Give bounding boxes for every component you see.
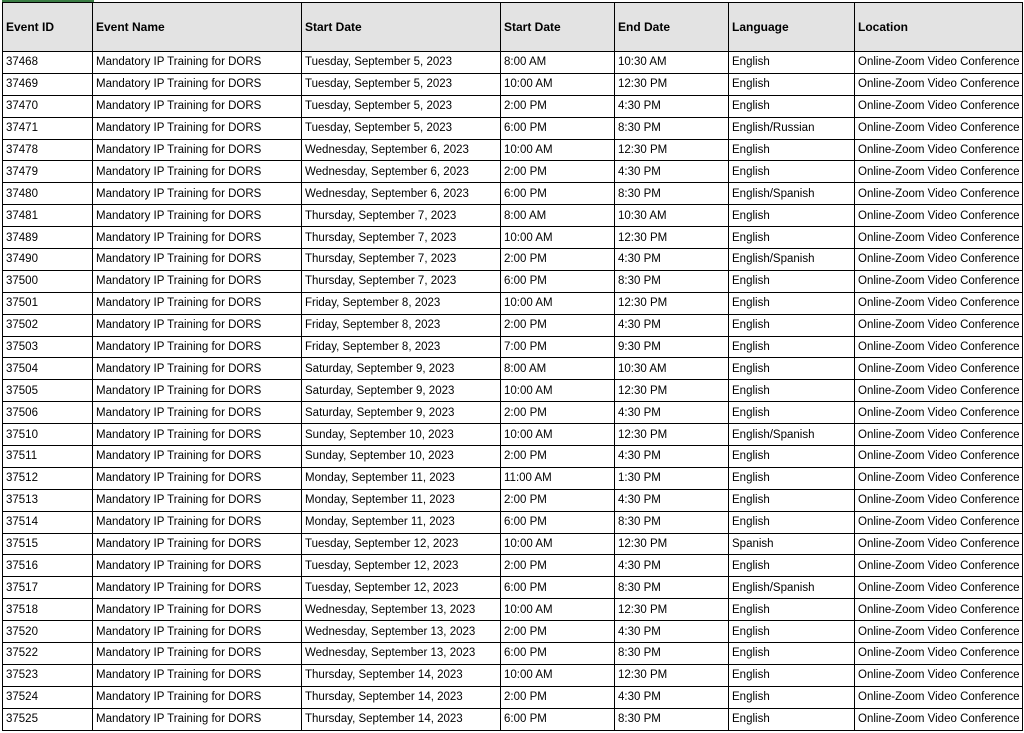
cell-end-date[interactable]: 4:30 PM [615,314,729,336]
cell-start-time[interactable]: 11:00 AM [501,467,615,489]
cell-end-date[interactable]: 4:30 PM [615,686,729,708]
cell-event-id[interactable]: 37523 [3,664,93,686]
cell-event-id[interactable]: 37517 [3,577,93,599]
cell-location[interactable]: Online-Zoom Video Conference [855,708,1023,730]
cell-start-date[interactable]: Tuesday, September 5, 2023 [302,73,501,95]
cell-start-time[interactable]: 6:00 PM [501,270,615,292]
cell-language[interactable]: English [729,314,855,336]
cell-event-name[interactable]: Mandatory IP Training for DORS [93,249,302,271]
column-header-end-date[interactable]: End Date [615,3,729,52]
cell-end-date[interactable]: 4:30 PM [615,161,729,183]
cell-end-date[interactable]: 4:30 PM [615,402,729,424]
cell-language[interactable]: English/Spanish [729,577,855,599]
cell-event-id[interactable]: 37490 [3,249,93,271]
cell-start-time[interactable]: 8:00 AM [501,52,615,74]
table-row [3,249,1023,271]
cell-end-date[interactable]: 9:30 PM [615,336,729,358]
cell-start-time[interactable]: 10:00 AM [501,227,615,249]
cell-start-date[interactable]: Thursday, September 14, 2023 [302,664,501,686]
column-header-event-id[interactable]: Event ID [3,3,93,52]
cell-language[interactable]: English [729,664,855,686]
cell-start-time[interactable]: 10:00 AM [501,599,615,621]
cell-event-id[interactable]: 37468 [3,52,93,74]
table-row [3,599,1023,621]
cell-location[interactable]: Online-Zoom Video Conference [855,643,1023,665]
cell-event-id[interactable]: 37503 [3,336,93,358]
cell-language[interactable]: English [729,161,855,183]
table-row [3,227,1023,249]
cell-event-name[interactable]: Mandatory IP Training for DORS [93,139,302,161]
cell-event-name[interactable]: Mandatory IP Training for DORS [93,555,302,577]
cell-start-date[interactable]: Thursday, September 7, 2023 [302,249,501,271]
cell-start-time[interactable]: 6:00 PM [501,183,615,205]
column-header-location[interactable]: Location [855,3,1023,52]
cell-event-id[interactable]: 37511 [3,446,93,468]
table-row [3,380,1023,402]
cell-location[interactable]: Online-Zoom Video Conference [855,380,1023,402]
cell-location[interactable]: Online-Zoom Video Conference [855,511,1023,533]
cell-end-date[interactable]: 10:30 AM [615,52,729,74]
cell-event-name[interactable]: Mandatory IP Training for DORS [93,446,302,468]
cell-event-name[interactable]: Mandatory IP Training for DORS [93,52,302,74]
cell-location[interactable]: Online-Zoom Video Conference [855,161,1023,183]
cell-event-id[interactable]: 37514 [3,511,93,533]
table-row [3,95,1023,117]
cell-event-name[interactable]: Mandatory IP Training for DORS [93,292,302,314]
cell-start-date[interactable]: Saturday, September 9, 2023 [302,380,501,402]
cell-language[interactable]: English [729,621,855,643]
table-row [3,117,1023,139]
event-table [2,2,1023,731]
cell-start-date[interactable]: Thursday, September 7, 2023 [302,227,501,249]
cell-start-time[interactable]: 6:00 PM [501,511,615,533]
cell-event-id[interactable]: 37505 [3,380,93,402]
cell-language[interactable]: English [729,511,855,533]
cell-start-time[interactable]: 2:00 PM [501,95,615,117]
table-row [3,314,1023,336]
cell-event-id[interactable]: 37479 [3,161,93,183]
table-row [3,139,1023,161]
cell-end-date[interactable]: 10:30 AM [615,205,729,227]
cell-start-date[interactable]: Wednesday, September 6, 2023 [302,139,501,161]
cell-event-name[interactable]: Mandatory IP Training for DORS [93,161,302,183]
cell-start-time[interactable]: 10:00 AM [501,73,615,95]
cell-end-date[interactable]: 8:30 PM [615,183,729,205]
cell-event-name[interactable]: Mandatory IP Training for DORS [93,270,302,292]
cell-start-time[interactable]: 10:00 AM [501,664,615,686]
cell-location[interactable]: Online-Zoom Video Conference [855,446,1023,468]
cell-start-time[interactable]: 2:00 PM [501,314,615,336]
cell-start-time[interactable]: 10:00 AM [501,424,615,446]
cell-start-date[interactable]: Monday, September 11, 2023 [302,489,501,511]
table-row [3,511,1023,533]
cell-event-name[interactable]: Mandatory IP Training for DORS [93,664,302,686]
cell-end-date[interactable]: 12:30 PM [615,599,729,621]
cell-location[interactable]: Online-Zoom Video Conference [855,292,1023,314]
cell-end-date[interactable]: 8:30 PM [615,117,729,139]
cell-location[interactable]: Online-Zoom Video Conference [855,270,1023,292]
cell-start-time[interactable]: 6:00 PM [501,117,615,139]
cell-end-date[interactable]: 12:30 PM [615,380,729,402]
cell-end-date[interactable]: 12:30 PM [615,664,729,686]
table-row [3,686,1023,708]
cell-event-id[interactable]: 37520 [3,621,93,643]
table-row [3,643,1023,665]
cell-location[interactable]: Online-Zoom Video Conference [855,664,1023,686]
cell-location[interactable]: Online-Zoom Video Conference [855,467,1023,489]
cell-language[interactable]: English [729,599,855,621]
table-row [3,533,1023,555]
cell-event-id[interactable]: 37504 [3,358,93,380]
cell-start-date[interactable]: Friday, September 8, 2023 [302,292,501,314]
cell-end-date[interactable]: 4:30 PM [615,621,729,643]
cell-start-time[interactable]: 6:00 PM [501,643,615,665]
cell-start-date[interactable]: Saturday, September 9, 2023 [302,402,501,424]
cell-start-date[interactable]: Tuesday, September 12, 2023 [302,577,501,599]
table-row [3,467,1023,489]
cell-language[interactable]: English [729,380,855,402]
cell-event-id[interactable]: 37518 [3,599,93,621]
cell-start-date[interactable]: Monday, September 11, 2023 [302,511,501,533]
cell-end-date[interactable]: 4:30 PM [615,95,729,117]
cell-location[interactable]: Online-Zoom Video Conference [855,686,1023,708]
cell-start-date[interactable]: Thursday, September 7, 2023 [302,270,501,292]
cell-language[interactable]: English [729,555,855,577]
cell-location[interactable]: Online-Zoom Video Conference [855,249,1023,271]
cell-start-date[interactable]: Monday, September 11, 2023 [302,467,501,489]
cell-location[interactable]: Online-Zoom Video Conference [855,117,1023,139]
cell-end-date[interactable]: 8:30 PM [615,577,729,599]
cell-end-date[interactable]: 4:30 PM [615,489,729,511]
cell-event-id[interactable]: 37469 [3,73,93,95]
cell-start-time[interactable]: 2:00 PM [501,686,615,708]
cell-event-id[interactable]: 37515 [3,533,93,555]
cell-language[interactable]: English [729,73,855,95]
cell-event-id[interactable]: 37489 [3,227,93,249]
cell-start-date[interactable]: Tuesday, September 5, 2023 [302,95,501,117]
cell-event-id[interactable]: 37513 [3,489,93,511]
cell-start-date[interactable]: Saturday, September 9, 2023 [302,358,501,380]
table-row [3,424,1023,446]
cell-start-date[interactable]: Wednesday, September 6, 2023 [302,161,501,183]
cell-event-name[interactable]: Mandatory IP Training for DORS [93,380,302,402]
table-row [3,402,1023,424]
cell-event-id[interactable]: 37524 [3,686,93,708]
cell-start-time[interactable]: 10:00 AM [501,292,615,314]
column-header-event-name[interactable]: Event Name [93,3,302,52]
cell-location[interactable]: Online-Zoom Video Conference [855,95,1023,117]
cell-language[interactable]: English [729,139,855,161]
cell-start-time[interactable]: 10:00 AM [501,380,615,402]
cell-language[interactable]: English [729,227,855,249]
table-body [3,52,1023,731]
cell-event-name[interactable]: Mandatory IP Training for DORS [93,577,302,599]
cell-end-date[interactable]: 8:30 PM [615,270,729,292]
cell-end-date[interactable]: 12:30 PM [615,139,729,161]
cell-event-id[interactable]: 37478 [3,139,93,161]
cell-language[interactable]: English [729,336,855,358]
cell-event-id[interactable]: 37470 [3,95,93,117]
cell-location[interactable]: Online-Zoom Video Conference [855,621,1023,643]
cell-end-date[interactable]: 8:30 PM [615,511,729,533]
column-header-language[interactable]: Language [729,3,855,52]
cell-event-id[interactable]: 37516 [3,555,93,577]
table-row [3,446,1023,468]
cell-event-name[interactable]: Mandatory IP Training for DORS [93,467,302,489]
cell-start-date[interactable]: Wednesday, September 6, 2023 [302,183,501,205]
cell-event-name[interactable]: Mandatory IP Training for DORS [93,73,302,95]
cell-language[interactable]: English [729,446,855,468]
cell-language[interactable]: Spanish [729,533,855,555]
cell-event-id[interactable]: 37506 [3,402,93,424]
column-header-start-date[interactable]: Start Date [302,3,501,52]
cell-start-date[interactable]: Tuesday, September 12, 2023 [302,555,501,577]
cell-location[interactable]: Online-Zoom Video Conference [855,139,1023,161]
cell-event-name[interactable]: Mandatory IP Training for DORS [93,621,302,643]
cell-start-date[interactable]: Sunday, September 10, 2023 [302,446,501,468]
table-row [3,336,1023,358]
cell-start-time[interactable]: 6:00 PM [501,708,615,730]
cell-language[interactable]: English [729,686,855,708]
cell-language[interactable]: English [729,358,855,380]
cell-start-date[interactable]: Tuesday, September 5, 2023 [302,117,501,139]
cell-event-name[interactable]: Mandatory IP Training for DORS [93,95,302,117]
cell-start-date[interactable]: Sunday, September 10, 2023 [302,424,501,446]
cell-location[interactable]: Online-Zoom Video Conference [855,73,1023,95]
cell-start-time[interactable]: 2:00 PM [501,555,615,577]
cell-event-name[interactable]: Mandatory IP Training for DORS [93,708,302,730]
cell-event-name[interactable]: Mandatory IP Training for DORS [93,424,302,446]
cell-event-id[interactable]: 37525 [3,708,93,730]
cell-start-time[interactable]: 10:00 AM [501,533,615,555]
cell-start-time[interactable]: 10:00 AM [501,139,615,161]
cell-event-name[interactable]: Mandatory IP Training for DORS [93,227,302,249]
cell-location[interactable]: Online-Zoom Video Conference [855,533,1023,555]
cell-end-date[interactable]: 12:30 PM [615,292,729,314]
cell-event-id[interactable]: 37471 [3,117,93,139]
cell-end-date[interactable]: 8:30 PM [615,643,729,665]
cell-language[interactable]: English [729,467,855,489]
cell-language[interactable]: English [729,402,855,424]
cell-event-name[interactable]: Mandatory IP Training for DORS [93,489,302,511]
cell-start-time[interactable]: 2:00 PM [501,489,615,511]
cell-location[interactable]: Online-Zoom Video Conference [855,205,1023,227]
cell-end-date[interactable]: 10:30 AM [615,358,729,380]
cell-start-date[interactable]: Friday, September 8, 2023 [302,336,501,358]
cell-language[interactable]: English [729,643,855,665]
cell-location[interactable]: Online-Zoom Video Conference [855,402,1023,424]
table-row [3,161,1023,183]
cell-event-id[interactable]: 37512 [3,467,93,489]
cell-event-id[interactable]: 37500 [3,270,93,292]
cell-event-id[interactable]: 37480 [3,183,93,205]
cell-event-id[interactable]: 37522 [3,643,93,665]
cell-event-name[interactable]: Mandatory IP Training for DORS [93,183,302,205]
cell-start-time[interactable]: 8:00 AM [501,358,615,380]
cell-end-date[interactable]: 4:30 PM [615,555,729,577]
table-row [3,205,1023,227]
cell-language[interactable]: English [729,205,855,227]
cell-start-time[interactable]: 2:00 PM [501,621,615,643]
cell-location[interactable]: Online-Zoom Video Conference [855,183,1023,205]
cell-location[interactable]: Online-Zoom Video Conference [855,577,1023,599]
cell-location[interactable]: Online-Zoom Video Conference [855,555,1023,577]
cell-event-id[interactable]: 37481 [3,205,93,227]
cell-start-date[interactable]: Friday, September 8, 2023 [302,314,501,336]
cell-language[interactable]: English [729,52,855,74]
cell-location[interactable]: Online-Zoom Video Conference [855,227,1023,249]
cell-event-name[interactable]: Mandatory IP Training for DORS [93,336,302,358]
cell-end-date[interactable]: 12:30 PM [615,424,729,446]
cell-language[interactable]: English/Spanish [729,249,855,271]
cell-language[interactable]: English [729,292,855,314]
cell-location[interactable]: Online-Zoom Video Conference [855,314,1023,336]
cell-language[interactable]: English/Spanish [729,424,855,446]
cell-start-time[interactable]: 2:00 PM [501,249,615,271]
header-row [3,3,1023,52]
cell-start-date[interactable]: Tuesday, September 12, 2023 [302,533,501,555]
cell-start-date[interactable]: Tuesday, September 5, 2023 [302,52,501,74]
cell-event-name[interactable]: Mandatory IP Training for DORS [93,117,302,139]
cell-start-time[interactable]: 2:00 PM [501,161,615,183]
spreadsheet [2,2,1022,731]
cell-start-date[interactable]: Wednesday, September 13, 2023 [302,643,501,665]
table-row [3,489,1023,511]
cell-location[interactable]: Online-Zoom Video Conference [855,336,1023,358]
cell-event-name[interactable]: Mandatory IP Training for DORS [93,686,302,708]
cell-language[interactable]: English [729,489,855,511]
cell-language[interactable]: English [729,708,855,730]
cell-event-id[interactable]: 37502 [3,314,93,336]
table-row [3,52,1023,74]
column-header-start-time[interactable]: Start Date [501,3,615,52]
cell-event-name[interactable]: Mandatory IP Training for DORS [93,599,302,621]
cell-event-name[interactable]: Mandatory IP Training for DORS [93,205,302,227]
cell-end-date[interactable]: 12:30 PM [615,227,729,249]
cell-start-time[interactable]: 2:00 PM [501,446,615,468]
table-row [3,555,1023,577]
cell-start-date[interactable]: Thursday, September 14, 2023 [302,708,501,730]
cell-start-time[interactable]: 7:00 PM [501,336,615,358]
cell-end-date[interactable]: 12:30 PM [615,533,729,555]
cell-language[interactable]: English [729,95,855,117]
table-row [3,292,1023,314]
cell-event-name[interactable]: Mandatory IP Training for DORS [93,511,302,533]
cell-start-time[interactable]: 6:00 PM [501,577,615,599]
cell-event-id[interactable]: 37510 [3,424,93,446]
cell-location[interactable]: Online-Zoom Video Conference [855,489,1023,511]
cell-event-name[interactable]: Mandatory IP Training for DORS [93,643,302,665]
cell-event-name[interactable]: Mandatory IP Training for DORS [93,314,302,336]
table-row [3,577,1023,599]
table-row [3,621,1023,643]
cell-event-id[interactable]: 37501 [3,292,93,314]
cell-location[interactable]: Online-Zoom Video Conference [855,599,1023,621]
cell-end-date[interactable]: 4:30 PM [615,446,729,468]
cell-end-date[interactable]: 12:30 PM [615,73,729,95]
cell-location[interactable]: Online-Zoom Video Conference [855,424,1023,446]
cell-end-date[interactable]: 1:30 PM [615,467,729,489]
table-row [3,73,1023,95]
table-row [3,358,1023,380]
table-row [3,664,1023,686]
cell-start-date[interactable]: Thursday, September 14, 2023 [302,686,501,708]
cell-start-date[interactable]: Thursday, September 7, 2023 [302,205,501,227]
cell-start-time[interactable]: 2:00 PM [501,402,615,424]
cell-end-date[interactable]: 4:30 PM [615,249,729,271]
cell-start-date[interactable]: Wednesday, September 13, 2023 [302,599,501,621]
table-row [3,270,1023,292]
cell-location[interactable]: Online-Zoom Video Conference [855,52,1023,74]
cell-language[interactable]: English/Russian [729,117,855,139]
table-row [3,183,1023,205]
cell-event-name[interactable]: Mandatory IP Training for DORS [93,402,302,424]
cell-start-time[interactable]: 8:00 AM [501,205,615,227]
cell-event-name[interactable]: Mandatory IP Training for DORS [93,358,302,380]
cell-location[interactable]: Online-Zoom Video Conference [855,358,1023,380]
cell-event-name[interactable]: Mandatory IP Training for DORS [93,533,302,555]
cell-language[interactable]: English [729,270,855,292]
cell-language[interactable]: English/Spanish [729,183,855,205]
cell-start-date[interactable]: Wednesday, September 13, 2023 [302,621,501,643]
cell-end-date[interactable]: 8:30 PM [615,708,729,730]
table-row [3,708,1023,730]
